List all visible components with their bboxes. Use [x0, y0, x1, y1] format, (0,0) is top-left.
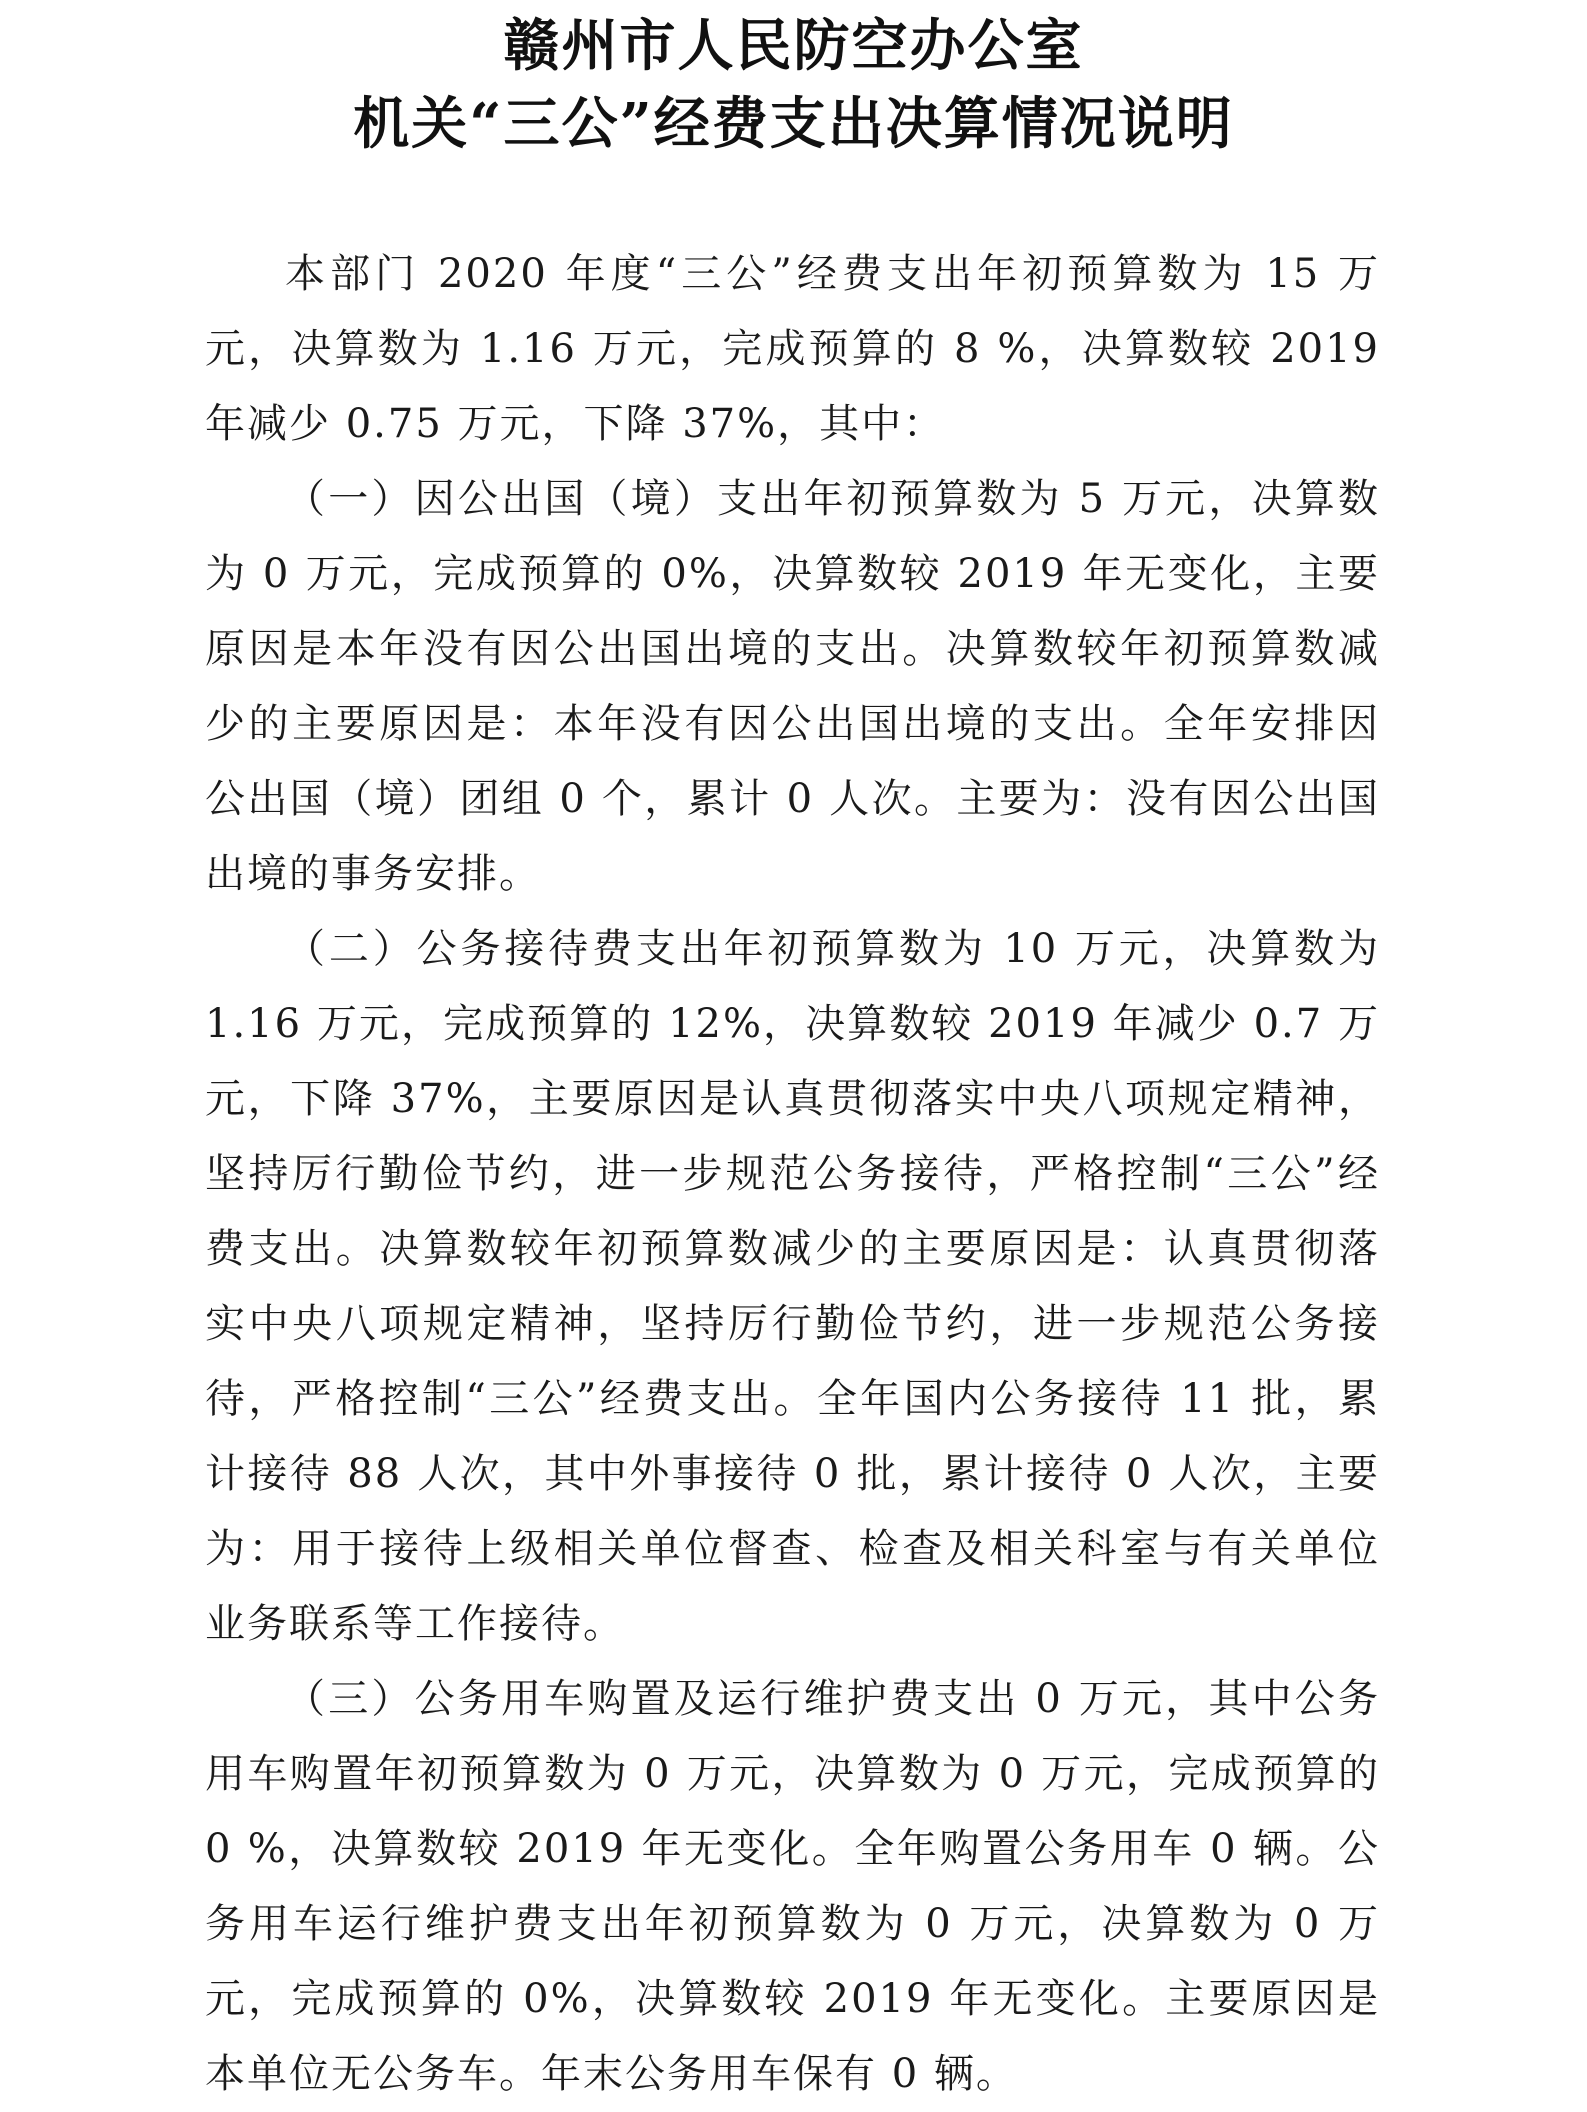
- paragraph-summary: 本部门 2020 年度“三公”经费支出年初预算数为 15 万元，决算数为 1.16 万元，完成预算的 8 %，决算数较 2019 年减少 0.75 万元，下降 37%，其中：: [205, 251, 1380, 447]
- document-title-line-2: 机关“三公”经费支出决算情况说明: [353, 91, 1234, 157]
- paragraph-official-vehicles: （三）公务用车购置及运行维护费支出 0 万元，其中公务用车购置年初预算数为 0 万元，决算数为 0 万元，完成预算的 0 %，决算数较 2019 年无变化。全年购置公务用车 0 辆。公务用车运行维护费支出年初预算数为 0 万元，决算数为 0 万元，完成预算的 0%，决算数较 2019 年无变化。主要原因是本单位无公务车。年末公务用车保有 0 辆。: [205, 1676, 1380, 2097]
- document-body: [205, 237, 1380, 2112]
- paragraph-official-reception: （二）公务接待费支出年初预算数为 10 万元，决算数为 1.16 万元，完成预算的 12%，决算数较 2019 年减少 0.7 万元，下降 37%，主要原因是认真贯彻落实中央八项规定精神，坚持厉行勤俭节约，进一步规范公务接待，严格控制“三公”经费支出。决算数较年初预算数减少的主要原因是：认真贯彻落实中央八项规定精神，坚持厉行勤俭节约，进一步规范公务接待，严格控制“三公”经费支出。全年国内公务接待 11 批，累计接待 88 人次，其中外事接待 0 批，累计接待 0 人次，主要为：用于接待上级相关单位督查、检查及相关科室与有关单位业务联系等工作接待。: [205, 926, 1380, 1647]
- document-title-line-1: 赣州市人民防空办公室: [503, 13, 1084, 79]
- paragraph-overseas-travel: （一）因公出国（境）支出年初预算数为 5 万元，决算数为 0 万元，完成预算的 0%，决算数较 2019 年无变化，主要原因是本年没有因公出国出境的支出。决算数较年初预算数减少的主要原因是：本年没有因公出国出境的支出。全年安排因公出国（境）团组 0 个，累计 0 人次。主要为：没有因公出国出境的事务安排。: [205, 476, 1380, 897]
